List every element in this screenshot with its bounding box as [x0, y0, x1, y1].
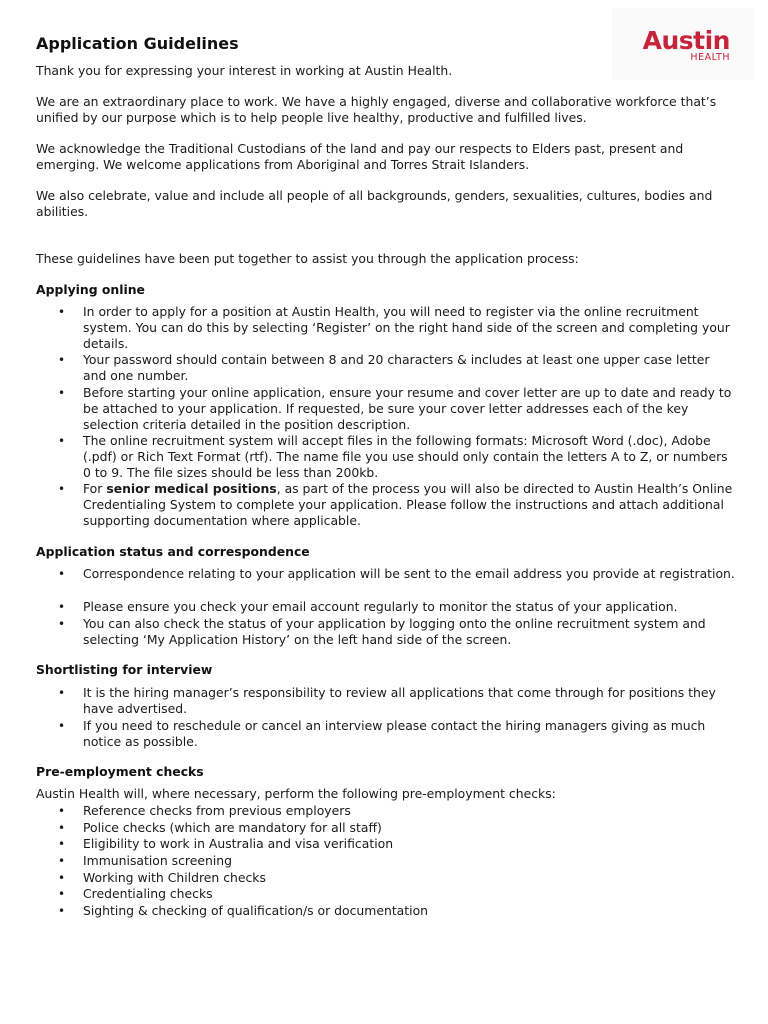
bullet-icon: •	[58, 434, 66, 448]
bullet-icon: •	[58, 686, 66, 700]
intro-thanks: Thank you for expressing your interest in working at Austin Health.	[36, 63, 453, 78]
bullet-icon: •	[58, 804, 66, 818]
intro-inclusion: We also celebrate, value and include all people of all backgrounds, genders, sexualities, cultures, bodies and abilities.	[36, 188, 713, 219]
list-item: • Sighting & checking of qualification/s or documentation	[58, 903, 429, 919]
intro-acknowledgement: We acknowledge the Traditional Custodians of the land and pay our respects to Elders past, present and emerging. We welcome applications from Aboriginal and Torres Strait Islanders.	[36, 141, 684, 172]
bullet-icon: •	[58, 854, 66, 869]
intro-guidelines: These guidelines have been put together to assist you through the application process:	[36, 251, 579, 266]
bullet-icon: •	[58, 386, 66, 400]
list-item: • Your password should contain between 8 and 20 characters & includes at least one upper case letter and one number.	[58, 352, 710, 383]
page-title: Application Guidelines	[36, 34, 239, 53]
bullet-icon: •	[58, 870, 66, 885]
logo-subtitle: HEALTH	[690, 52, 730, 63]
bullet-icon: •	[58, 887, 66, 902]
list-item: • Correspondence relating to your application will be sent to the email address you provide at registration.	[58, 566, 735, 581]
list-item: • The online recruitment system will accept files in the following formats: Microsoft Word (.doc), Adobe (.pdf) or Rich Text Format (rtf). The name file you use should only contain the letters A to Z, or numbers 0 to 9. The file sizes should be less than 200kb.	[58, 433, 728, 480]
list-item: • Before starting your online application, ensure your resume and cover letter are up to date and ready to be attached to your application. If requested, be sure your cover letter addresses each of the key selection criteria detailed in the position description.	[58, 385, 732, 432]
bullet-icon: •	[58, 567, 66, 581]
preemployment-list	[36, 803, 736, 920]
bullet-icon: •	[58, 820, 66, 835]
bullet-icon: •	[58, 305, 66, 319]
preemployment-intro: Austin Health will, where necessary, perform the following pre-employment checks:	[36, 786, 556, 801]
list-item: • For senior medical positions, as part of the process you will also be directed to Austin Health’s Online Credentialing System to complete your application. Please follow the instructions and attach additional supporting documentation where applicable.	[58, 481, 733, 528]
section-heading-applying: Applying online	[36, 282, 145, 297]
section-heading-status: Application status and correspondence	[36, 544, 310, 559]
list-item: • Credentialing checks	[58, 886, 213, 902]
list-item: • Police checks (which are mandatory for all staff)	[58, 819, 382, 835]
list-item: • It is the hiring manager’s responsibility to review all applications that come through for positions they have advertised.	[58, 685, 716, 716]
list-item: • You can also check the status of your application by logging onto the online recruitment system and selecting ‘My Application History’ on the left hand side of the screen.	[58, 616, 706, 647]
applying-list	[36, 304, 736, 529]
list-item: • Reference checks from previous employers	[58, 803, 351, 818]
logo-wordmark: Austin	[642, 26, 730, 55]
list-item: • If you need to reschedule or cancel an interview please contact the hiring managers giving as much notice as possible.	[58, 718, 706, 749]
section-heading-shortlisting: Shortlisting for interview	[36, 662, 213, 677]
list-item: • Please ensure you check your email account regularly to monitor the status of your application.	[58, 599, 678, 614]
list-item: • In order to apply for a position at Austin Health, you will need to register via the online recruitment system. You can do this by selecting ‘Register’ on the right hand side of the screen and completing your details.	[58, 304, 730, 351]
section-heading-preemployment: Pre-employment checks	[36, 764, 204, 779]
list-item: • Immunisation screening	[58, 853, 233, 869]
bullet-icon: •	[58, 353, 66, 367]
bullet-icon: •	[58, 617, 66, 631]
bullet-icon: •	[58, 482, 66, 496]
bullet-icon: •	[58, 904, 66, 919]
bullet-icon: •	[58, 837, 66, 852]
bullet-icon: •	[58, 600, 66, 614]
list-item: • Eligibility to work in Australia and visa verification	[58, 836, 394, 852]
intro-workplace: We are an extraordinary place to work. We have a highly engaged, diverse and collaborative workforce that’s unified by our purpose which is to help people live healthy, productive and fulfilled lives.	[36, 94, 717, 125]
emphasis-senior-medical: senior medical positions	[106, 481, 277, 496]
bullet-icon: •	[58, 719, 66, 733]
status-list	[36, 566, 736, 648]
shortlisting-list	[36, 685, 736, 750]
list-item: • Working with Children checks	[58, 869, 266, 885]
